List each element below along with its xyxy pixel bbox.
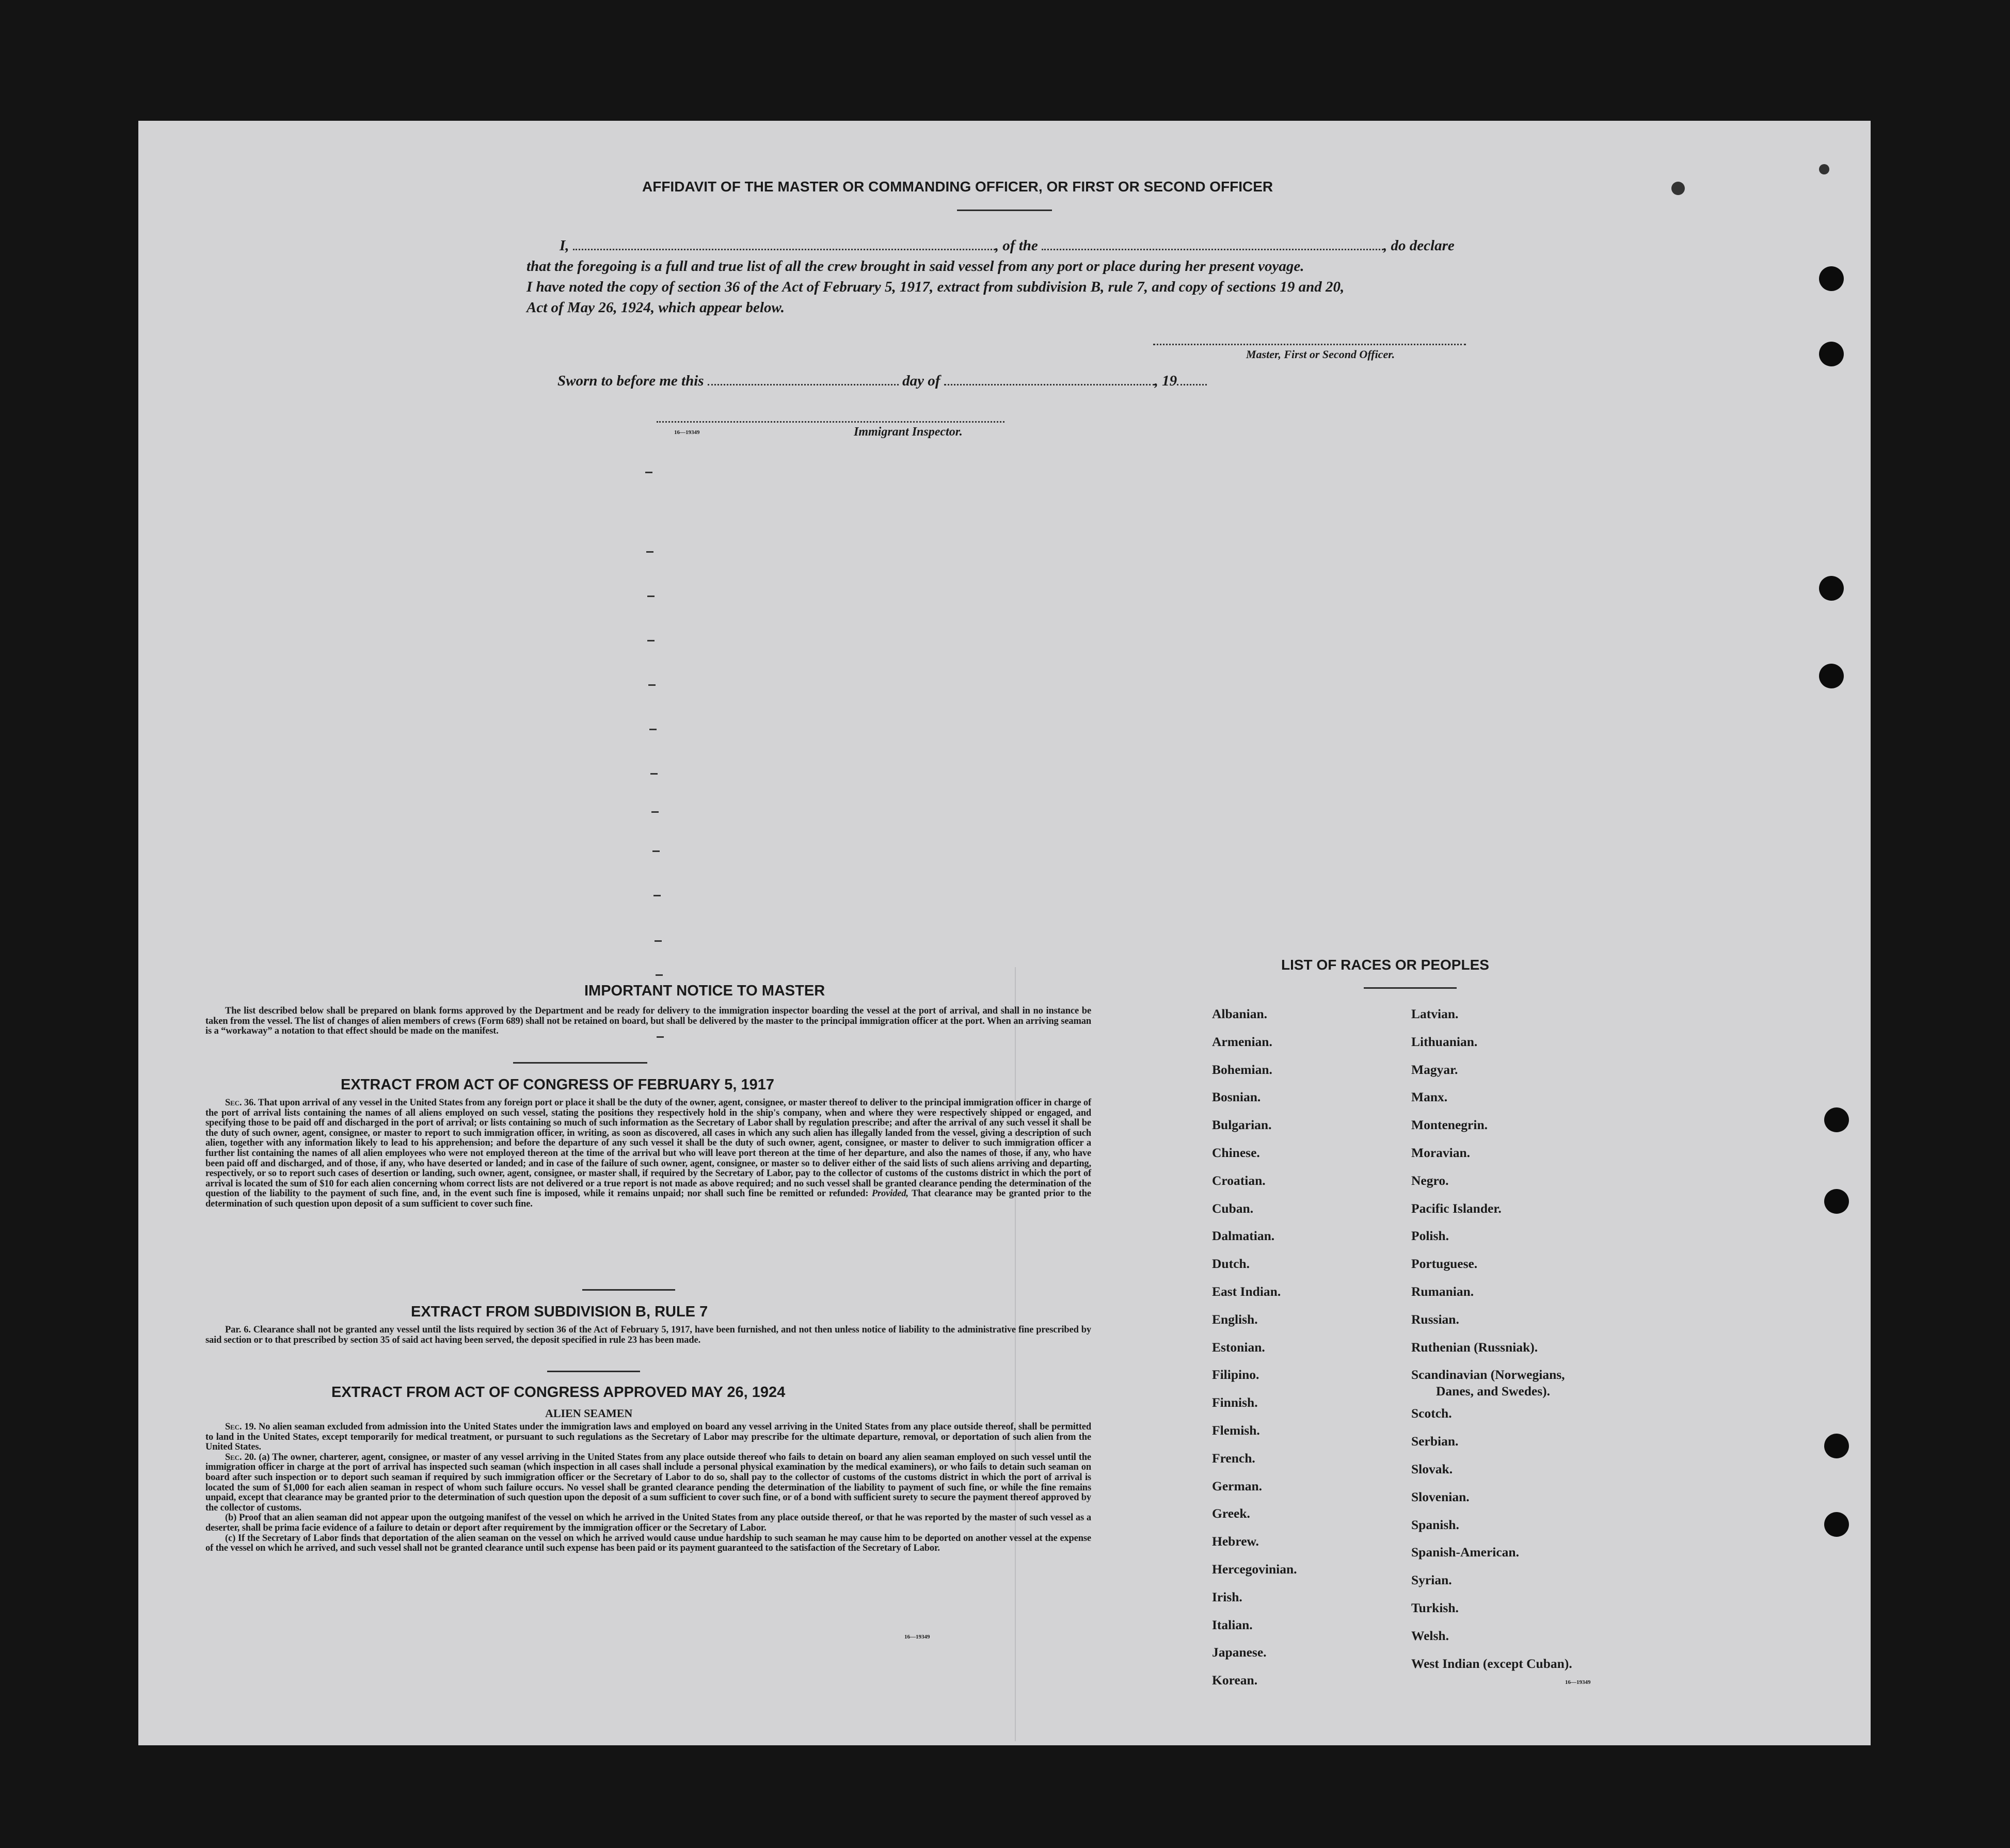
race-item: Bulgarian. [1212, 1117, 1272, 1133]
race-item: Estonian. [1212, 1339, 1265, 1355]
rule-tick [652, 850, 660, 852]
act-1924-text [205, 1422, 1091, 1554]
race-item: Bohemian. [1212, 1062, 1272, 1077]
rule-7-paragraph: Par. 6. Clearance shall not be granted any vessel until the lists required by section 36 of the Act of February 5, 1917, have been furnished, and not then unless notice of liability to the administrative fine prescribed by said section or to that prescribed by section 35 of said act having been served, the deposit specified in rule 23 has been made. [205, 1325, 1091, 1345]
affidavit-form-number: 16—19349 [674, 429, 700, 436]
race-item: Korean. [1212, 1673, 1258, 1688]
vessel-name-field[interactable] [1042, 249, 1383, 250]
section-36-label: Sec. 36. [225, 1098, 256, 1108]
races-title-underline [1364, 987, 1457, 989]
title-underline [957, 210, 1052, 211]
race-item: Croatian. [1212, 1172, 1266, 1188]
rule-tick [653, 895, 661, 896]
section-20c-paragraph: (c) If the Secretary of Labor finds that deportation of the alien seaman on the vessel on which he arrived would cause undue hardship to such seaman he may cause him to be deported on another vessel at the expense of the vessel on which he arrived, and such vessel shall not be granted clearance until such expense has been paid or its payment guaranteed to the satisfaction of the Secretary of Labor. [205, 1533, 1091, 1554]
race-item: English. [1212, 1311, 1258, 1327]
race-item: Filipino. [1212, 1367, 1259, 1383]
race-item: Lithuanian. [1411, 1034, 1478, 1049]
race-item: Slovak. [1411, 1461, 1453, 1476]
race-item: Flemish. [1212, 1422, 1260, 1438]
race-item: Manx. [1411, 1089, 1448, 1105]
race-item: Latvian. [1411, 1006, 1459, 1021]
notice-paragraph: The list described below shall be prepared on blank forms approved by the Department and be ready for delivery to the immigration inspector boarding the vessel at the port of arrival, and shall in no instance be taken from the vessel. The list of changes of alien members of crews (Form 689) shall not be retained on board, but shall be delivered by the master to the principal immigration officer at the port. When an arriving seaman is a “workaway” a notation to that effect should be made on the manifest. [205, 1006, 1091, 1037]
act-1924-title: EXTRACT FROM ACT OF CONGRESS APPROVED MAY 26, 1924 [331, 1384, 786, 1401]
race-item: Spanish-American. [1411, 1545, 1519, 1560]
race-item: Hebrew. [1212, 1534, 1259, 1549]
race-item: Rumanian. [1411, 1283, 1474, 1299]
races-column-2 [1411, 1000, 1572, 1677]
sworn-date-field[interactable] [708, 384, 899, 385]
race-item: Magyar. [1411, 1062, 1458, 1077]
rule-tick [656, 974, 663, 976]
inspector-signature-line[interactable] [657, 421, 1004, 423]
master-signature-label: Master, First or Second Officer. [1246, 348, 1395, 361]
race-item: Turkish. [1411, 1600, 1459, 1615]
binder-hole [1824, 1434, 1849, 1458]
ink-blot [1819, 164, 1829, 174]
section-20b-paragraph: (b) Proof that an alien seaman did not appear upon the outgoing manifest of the vessel on which he arrived in the United States from any place outside thereof, or that he was reported by the master of such vessel as a deserter, shall be prima facie evidence of a failure to detain or deport after requirement by the immigration officer or the Secretary of Labor. [205, 1513, 1091, 1533]
act-1917-paragraph [205, 1098, 1091, 1210]
race-item: Pacific Islander. [1411, 1200, 1502, 1216]
race-item: Albanian. [1212, 1006, 1268, 1021]
section-19-text: No alien seaman excluded from admission into the United States under the immigration laws and employed on board any vessel arriving in the United States from any place outside thereof, shall be permitted to land in the United States, except temporarily for medical treatment, or pursuant to such regulations as the Secretary of Labor may prescribe for the ultimate departure, removal, or deportation of such alien from the United States. [205, 1422, 1092, 1453]
sworn-line [557, 371, 1207, 391]
binder-hole [1819, 664, 1844, 688]
race-item: Hercegovinian. [1212, 1561, 1297, 1577]
rule-tick [648, 684, 656, 686]
sworn-year-field[interactable] [1177, 384, 1207, 385]
race-item: Dutch. [1212, 1256, 1250, 1272]
section-36-text: That upon arrival of any vessel in the United States from any foreign port or place it shall be the duty of the owner, agent, consignee, or master thereof to deliver to the principal immigration officer in charge of the port of arrival lists containing the names of all aliens employed on such vessel, stating the positions they respectively hold in the ship's company, when and where they were respectively shipped or engaged, and specifying those to be paid off and discharged in the port of arrival; or lists containing so much of such information as the Secretary of Labor shall by regulation prescribe; and after the arrival of any such vessel it shall be the duty of such owner, agent, consignee, or master to report to such immigration officer, in writing, as soon as discovered, all cases in which any such alien has illegally landed from the vessel, giving a description of such alien, together with any information likely to lead to his apprehension; and before the departure of any such vessel it shall be the duty of such owner, agent, consignee, or master to deliver to such immigration officer a further list containing the names of all alien employees who were not employed thereon at the time of the arrival but who will leave port thereon at the time of her departure, and also the names of those, if any, who have been paid off and discharged, and of those, if any, who have deserted or landed; and in case of the failure of such owner, agent, consignee, or master so to deliver either of the said lists of such aliens arriving and departing, respectively, or so to report such cases of desertion or landing, such owner, agent, consignee, or master shall, if required by the Secretary of Labor, pay to the collector of customs of the customs district in which the port of arrival is located the sum of $10 for each alien concerning whom correct lists are not delivered or a true report is not made as above required; and no such vessel shall be granted clearance pending the determination of the question of the liability to the payment of such fine, and, in the event such fine is imposed, while it remains unpaid; nor shall such fine be remitted or refunded: [205, 1098, 1091, 1199]
rule-tick [649, 729, 657, 730]
race-item: Scandinavian (Norwegians, [1411, 1367, 1565, 1383]
declaration-of-the: , of the [995, 237, 1038, 254]
section-divider [582, 1289, 675, 1291]
rule-tick [647, 640, 655, 641]
rule-tick [645, 472, 652, 473]
binder-hole [1819, 576, 1844, 601]
officer-name-field[interactable] [573, 249, 995, 250]
race-item: Greek. [1212, 1506, 1250, 1521]
declaration-line-4: Act of May 26, 1924, which appear below. [527, 299, 785, 316]
section-36-text-end: That clearance may be granted prior to the determination of such question upon deposit of a sum sufficient to cover such fine. [205, 1188, 1091, 1209]
race-item: West Indian (except Cuban). [1411, 1656, 1572, 1671]
race-item: Dalmatian. [1212, 1228, 1275, 1244]
section-divider [547, 1371, 640, 1372]
race-item: East Indian. [1212, 1283, 1281, 1299]
affidavit-title: AFFIDAVIT OF THE MASTER OR COMMANDING OFFICER, OR FIRST OR SECOND OFFICER [642, 179, 1273, 195]
race-item: Montenegrin. [1411, 1117, 1488, 1133]
page-fold-line [1015, 967, 1016, 1741]
race-item: Danes, and Swedes). [1436, 1384, 1551, 1399]
race-item: Slovenian. [1411, 1489, 1470, 1504]
declaration-do-declare: , do declare [1383, 237, 1455, 254]
binder-hole [1824, 1189, 1849, 1214]
alien-seamen-subtitle: ALIEN SEAMEN [545, 1407, 633, 1420]
rule-tick [655, 940, 662, 942]
race-item: Cuban. [1212, 1200, 1254, 1216]
rule-tick [651, 811, 659, 813]
race-item: Moravian. [1411, 1145, 1471, 1160]
sworn-year: , 19 [1154, 373, 1177, 389]
declaration-line-2: that the foregoing is a full and true list of all the crew brought in said vessel from any port or place during her present voyage. [527, 258, 1304, 275]
declaration-block [527, 235, 1507, 318]
rule-7-title: EXTRACT FROM SUBDIVISION B, RULE 7 [411, 1304, 708, 1320]
race-item: Japanese. [1212, 1645, 1267, 1660]
race-item: Serbian. [1411, 1434, 1459, 1449]
act-1917-title: EXTRACT FROM ACT OF CONGRESS OF FEBRUARY 5, 1917 [341, 1076, 775, 1093]
ink-blot [1671, 182, 1685, 195]
section-19-label: Sec. 19. [225, 1422, 256, 1432]
notice-text [205, 1006, 1091, 1037]
rule-tick [646, 551, 653, 553]
sworn-month-field[interactable] [944, 384, 1155, 385]
binder-hole [1824, 1512, 1849, 1537]
sworn-prefix: Sworn to before me this [557, 373, 704, 389]
race-item: Bosnian. [1212, 1089, 1261, 1105]
race-item: German. [1212, 1478, 1263, 1493]
binder-hole [1819, 266, 1844, 291]
race-item: Ruthenian (Russniak). [1411, 1339, 1538, 1355]
races-column-1 [1212, 1000, 1297, 1694]
declaration-line-3: I have noted the copy of section 36 of the Act of February 5, 1917, extract from subdivision B, rule 7, and copy of sections 19 and 20, [527, 279, 1345, 295]
sworn-day-of: day of [902, 373, 940, 389]
act-1917-text [205, 1098, 1091, 1210]
provided-label: Provided, [871, 1188, 908, 1199]
notice-title: IMPORTANT NOTICE TO MASTER [584, 983, 825, 999]
race-item: Syrian. [1411, 1572, 1452, 1588]
section-19-paragraph [205, 1422, 1091, 1453]
race-item: Chinese. [1212, 1145, 1260, 1160]
rule-7-text [205, 1325, 1091, 1345]
race-item: French. [1212, 1450, 1255, 1466]
race-item: Scotch. [1411, 1406, 1452, 1421]
race-item: Polish. [1411, 1228, 1449, 1244]
races-title: LIST OF RACES OR PEOPLES [1281, 957, 1489, 973]
race-item: Welsh. [1411, 1628, 1449, 1643]
rule-tick [647, 596, 655, 597]
section-divider [513, 1062, 647, 1064]
section-20-label: Sec. 20. [225, 1452, 257, 1463]
race-item: Spanish. [1411, 1517, 1459, 1532]
race-item: Finnish. [1212, 1395, 1258, 1410]
left-form-number: 16—19349 [904, 1634, 930, 1640]
right-form-number: 16—19349 [1565, 1679, 1591, 1685]
binder-hole [1819, 342, 1844, 366]
section-20a-text: (a) The owner, charterer, agent, consignee, or master of any vessel arriving in the United States from any place outside thereof who fails to detain on board any alien seaman employed on such vessel until the immigration officer in charge at the port of arrival has inspected such seaman (which inspection in all cases shall include a personal physical examination by the medical examiners), or who fails to detain such seaman on board after such inspection or to deport such seaman if required by such immigration officer or the Secretary of Labor to do so, shall pay to the collector of customs of the customs district in which the port of arrival is located the sum of $1,000 for each alien seaman in respect of whom such failure occurs. No vessel shall be granted clearance pending the determination of the liability to payment of such fine, or while the fine remains unpaid, except that clearance may be granted prior to the determination of such question upon the deposit of a sum sufficient to cover such fine, or of a bond with sufficient surety to secure the payment thereof approved by the collector of customs. [205, 1452, 1091, 1513]
binder-hole [1824, 1107, 1849, 1132]
race-item: Portuguese. [1411, 1256, 1478, 1272]
inspector-label: Immigrant Inspector. [854, 425, 963, 439]
race-item: Russian. [1411, 1311, 1459, 1327]
race-item: Armenian. [1212, 1034, 1272, 1049]
document-page [138, 121, 1871, 1745]
race-item: Negro. [1411, 1172, 1449, 1188]
section-20a-paragraph [205, 1453, 1091, 1514]
race-item: Italian. [1212, 1617, 1253, 1632]
rule-tick [650, 773, 658, 775]
declaration-i: I, [560, 237, 569, 254]
race-item: Irish. [1212, 1589, 1242, 1604]
master-signature-line[interactable] [1153, 344, 1466, 345]
